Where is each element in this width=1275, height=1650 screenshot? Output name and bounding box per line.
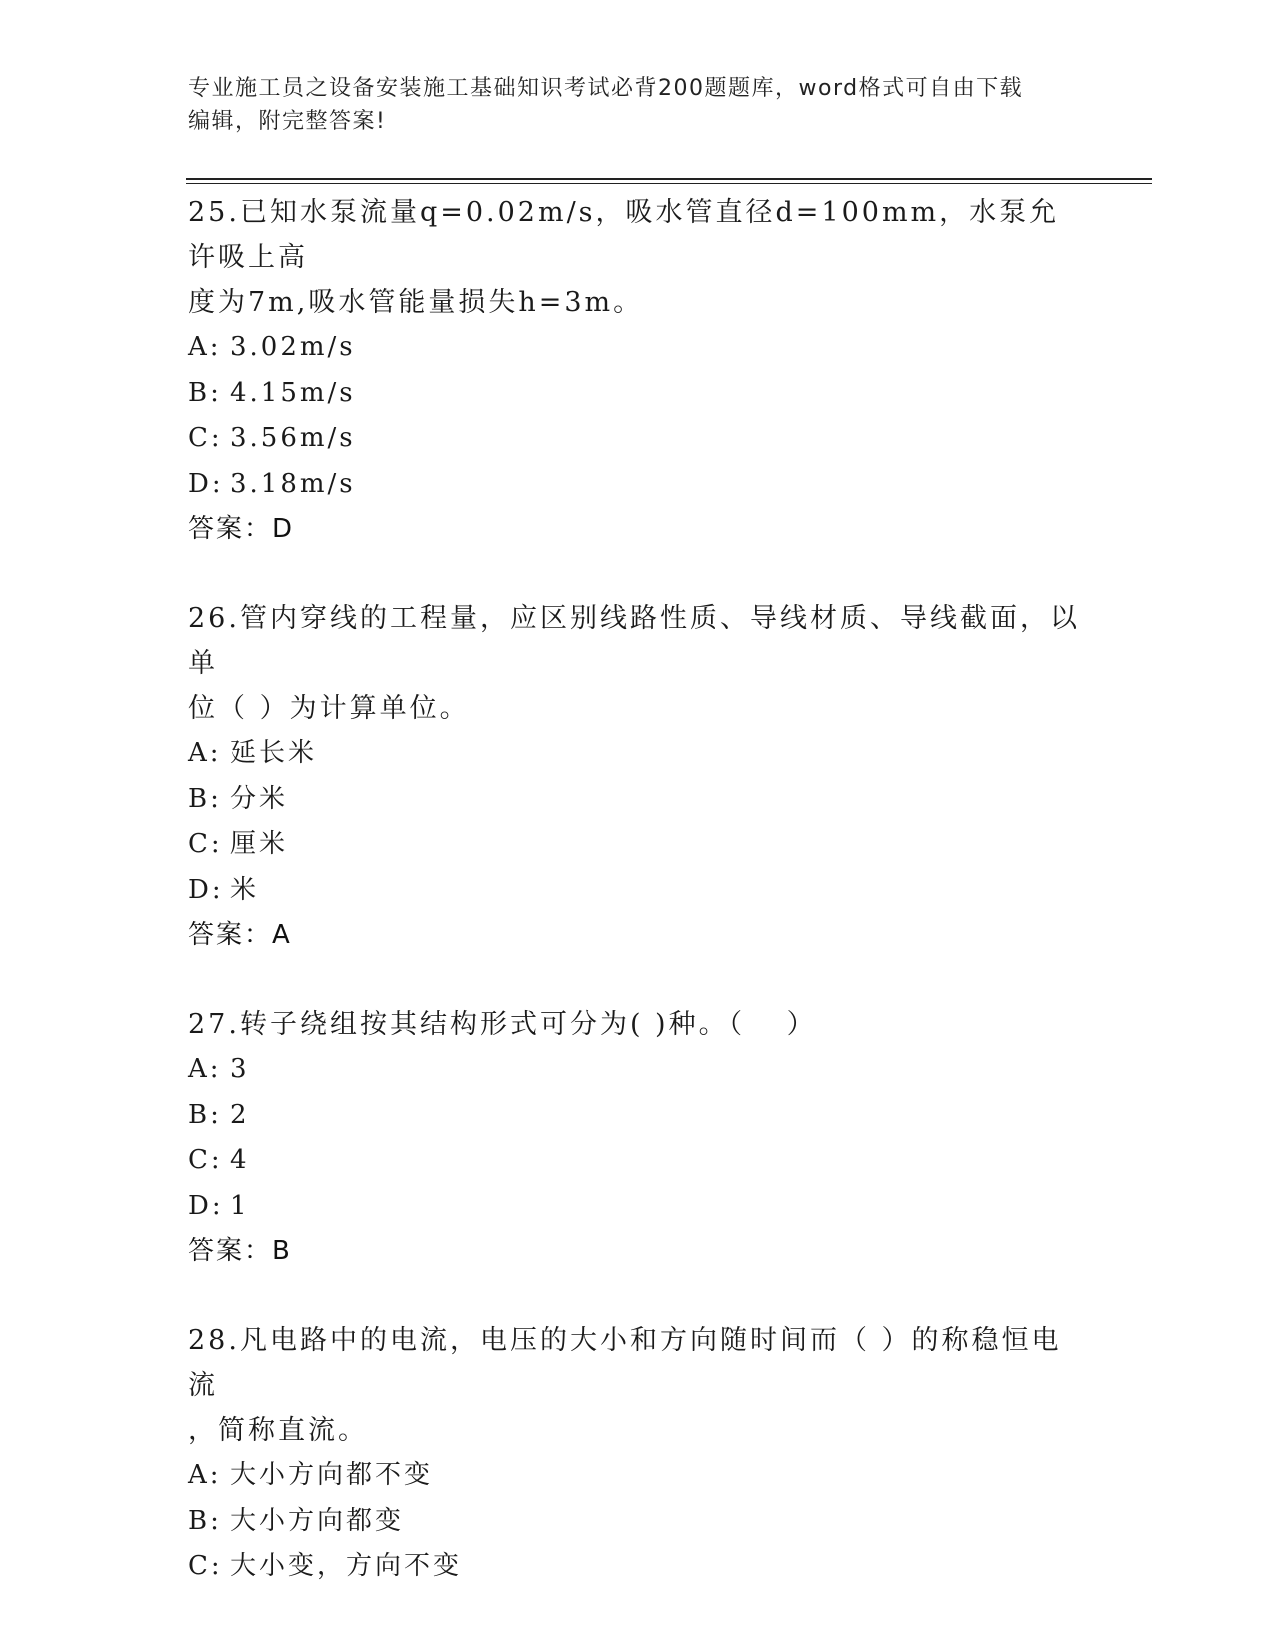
question-stem-line: 26.管内穿线的工程量，应区别线路性质、导线材质、导线截面，以单 (188, 603, 1080, 679)
question-list (188, 190, 1088, 1634)
option-a (188, 325, 1088, 371)
option-b (188, 1093, 1088, 1139)
option-a (188, 1047, 1088, 1093)
option-key: D: (188, 874, 224, 905)
option-text: 厘米 (230, 829, 289, 859)
option-d (188, 868, 1088, 914)
option-key: A: (188, 332, 222, 362)
option-b (188, 777, 1088, 823)
question-stem-line: ，简称直流。 (188, 1415, 368, 1446)
question-stem-line: 度为7m,吸水管能量损失h=3m。 (188, 287, 644, 318)
question-stem-line: 27.转子绕组按其结构形式可分为( )种。（ ） (188, 1009, 817, 1040)
option-c (188, 416, 1088, 462)
option-c (188, 1544, 1088, 1590)
option-text: 延长米 (230, 738, 318, 768)
option-text: 3 (230, 1054, 250, 1084)
option-d (188, 1184, 1088, 1230)
answer-line: 答案：D (188, 514, 295, 544)
option-key: A: (188, 1054, 222, 1084)
option-key: D: (188, 468, 224, 499)
option-b (188, 371, 1088, 417)
option-text: 分米 (230, 783, 289, 814)
option-c (188, 822, 1088, 868)
option-text: 3.18m/s (230, 468, 356, 499)
option-a (188, 731, 1088, 777)
option-key: B: (188, 1099, 222, 1130)
answer-line: 答案：A (188, 920, 292, 950)
option-text: 3.02m/s (230, 332, 356, 362)
option-key: B: (188, 783, 222, 814)
option-text: 1 (230, 1190, 250, 1221)
option-text: 大小变，方向不变 (230, 1551, 463, 1581)
option-c (188, 1138, 1088, 1184)
option-key: D: (188, 1190, 224, 1221)
option-key: C: (188, 1551, 223, 1581)
option-d (188, 462, 1088, 508)
document-header (188, 72, 1088, 138)
option-text: 4 (230, 1145, 250, 1175)
option-text: 大小方向都变 (230, 1505, 405, 1536)
option-text: 大小方向都不变 (230, 1460, 434, 1490)
header-divider-thick (186, 178, 1152, 180)
answer-line: 答案：B (188, 1236, 292, 1266)
option-key: B: (188, 1505, 222, 1536)
question-25 (188, 190, 1088, 552)
option-key: A: (188, 1460, 222, 1490)
header-line-1: 专业施工员之设备安装施工基础知识考试必背200题题库，word格式可自由下载 (188, 76, 1024, 101)
option-key: C: (188, 423, 223, 453)
option-b (188, 1499, 1088, 1545)
question-27 (188, 1002, 1088, 1274)
question-26 (188, 596, 1088, 958)
option-a (188, 1453, 1088, 1499)
option-text: 3.56m/s (230, 423, 356, 453)
question-stem-line: 位（ ）为计算单位。 (188, 693, 470, 724)
option-key: C: (188, 1145, 223, 1175)
option-text: 2 (230, 1099, 250, 1130)
option-key: B: (188, 377, 222, 408)
header-line-2: 编辑，附完整答案! (188, 109, 387, 134)
option-key: C: (188, 829, 223, 859)
question-stem-line: 28.凡电路中的电流，电压的大小和方向随时间而（ ）的称稳恒电流 (188, 1325, 1062, 1401)
option-text: 米 (230, 874, 260, 905)
question-28 (188, 1318, 1088, 1590)
option-key: A: (188, 738, 222, 768)
option-text: 4.15m/s (230, 377, 356, 408)
header-divider-thin (186, 183, 1152, 184)
question-stem-line: 25.已知水泵流量q=0.02m/s，吸水管直径d=100mm，水泵允许吸上高 (188, 197, 1060, 273)
